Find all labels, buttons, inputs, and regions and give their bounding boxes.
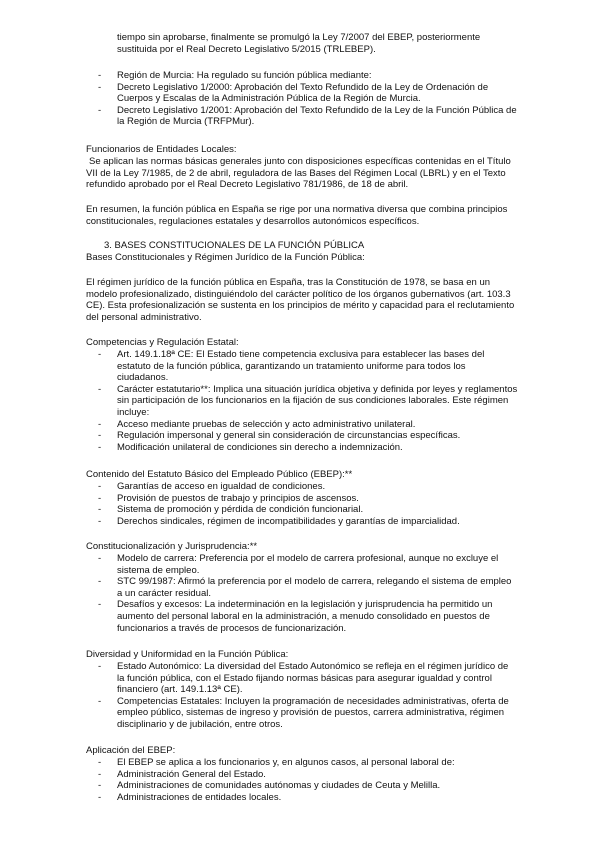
list-item: - Regulación impersonal y general sin consideración de circunstancias específicas. [98, 430, 461, 442]
diversidad-heading: Diversidad y Uniformidad en la Función Pública: [86, 649, 289, 660]
list-item: - Desafíos y excesos: La indeterminación en la legislación y jurisprudencia ha permitido un aumento del personal laboral en la administración, a menudo consolidado en puestos de funcionarios a través de procesos de funcionarización. [98, 599, 493, 634]
bullet-dash: - [98, 492, 102, 504]
bullet-dash: - [98, 661, 102, 672]
bullet-dash: - [98, 599, 102, 611]
bullet-dash: - [98, 441, 102, 453]
regimen-paragraph: El régimen jurídico de la función pública en España, tras la Constitución de 1978, se basa en un modelo profesionalizado, distinguiéndolo del carácter político de los órganos gubernativos (art. 103.3 CE). Esta profesionalización se sustenta en los principios de mérito y capacidad para el reclutamiento del personal administrativo. [86, 277, 515, 323]
bullet-dash: - [98, 430, 102, 442]
bullet-dash: - [98, 504, 102, 516]
constitucionalizacion-list [86, 553, 518, 634]
bullet-dash: - [98, 418, 102, 430]
bullet-dash: - [98, 349, 102, 360]
list-item: - Art. 149.1.18ª CE: El Estado tiene competencia exclusiva para establecer las bases del estatuto de la función pública, garantizando un tratamiento uniforme para todos los ciudadanos. [98, 349, 485, 384]
bullet-dash: - [98, 553, 102, 564]
list-item: - Decreto Legislativo 1/2001: Aprobación del Texto Refundido de la Ley de la Función Pública de la Región de Murcia (TRFPMur). [98, 104, 517, 128]
list-item: - Modelo de carrera: Preferencia por el modelo de carrera profesional, aunque no excluye el sistema de empleo. [98, 553, 499, 576]
competencias-heading: Competencias y Regulación Estatal: [86, 337, 239, 348]
section-title: 3. BASES CONSTITUCIONALES DE LA FUNCIÓN PÚBLICA [104, 240, 365, 251]
list-item: - Garantías de acceso en igualdad de condiciones. [98, 481, 326, 492]
ebep-contenido-heading: Contenido del Estatuto Básico del Empleado Público (EBEP):** [86, 469, 353, 480]
bullet-dash: - [98, 383, 102, 395]
competencias-list [86, 349, 518, 453]
funcionarios-locales-heading: Funcionarios de Entidades Locales: [86, 144, 237, 155]
list-item: - Modificación unilateral de condiciones sin derecho a indemnización. [98, 441, 403, 453]
list-item: - Acceso mediante pruebas de selección y acto administrativo unilateral. [98, 418, 416, 430]
ebep-contenido-list [86, 481, 518, 527]
bullet-dash: - [98, 70, 102, 81]
section-subtitle: Bases Constitucionales y Régimen Jurídico de la Función Pública: [86, 252, 365, 263]
murcia-list [86, 70, 518, 128]
funcionarios-locales-text: Se aplican las normas básicas generales junto con disposiciones específicas contenidas en el Título VII de la Ley 7/1985, de 2 de abril, reguladora de las Bases del Régimen Local (LBRL) y en el Texto refundido aprobado por el Real Decreto Legislativo 781/1986, de 18 de abril. [86, 156, 511, 191]
list-item: - Provisión de puestos de trabajo y principios de ascensos. [98, 492, 359, 504]
bullet-dash: - [98, 515, 102, 527]
list-item: - Estado Autonómico: La diversidad del Estado Autonómico se refleja en el régimen jurídico de la función pública, con el Estado fijando normas básicas para asegurar igualdad y control financiero (art. 149.1.13ª CE). [98, 661, 509, 696]
list-item: - Región de Murcia: Ha regulado su función pública mediante: [98, 70, 372, 81]
aplicacion-list [86, 757, 518, 803]
bullet-dash: - [98, 481, 102, 492]
aplicacion-heading: Aplicación del EBEP: [86, 745, 176, 756]
list-item: - Administración General del Estado. [98, 768, 266, 780]
list-item: - Decreto Legislativo 1/2000: Aprobación del Texto Refundido de la Ley de Ordenación de Cuerpos y Escalas de la Administración Pública de la Región de Murcia. [98, 81, 489, 105]
resumen-paragraph: En resumen, la función pública en España se rige por una normativa diversa que combina principios constitucionales, regulaciones estatales y desarrollos autonómicos específicos. [86, 204, 508, 227]
list-item: - Administraciones de entidades locales. [98, 791, 282, 803]
list-item: - Administraciones de comunidades autónomas y ciudades de Ceuta y Melilla. [98, 780, 441, 792]
bullet-dash: - [98, 768, 102, 780]
list-item: - Competencias Estatales: Incluyen la programación de necesidades administrativas, oferta de empleo público, sistemas de ingreso y provisión de puestos, carrera administrativa, régimen disciplinario y de jubilación, entre otros. [98, 695, 509, 730]
constitucionalizacion-heading: Constitucionalización y Jurisprudencia:** [86, 541, 258, 552]
list-item: - Sistema de promoción y pérdida de condición funcionarial. [98, 504, 364, 516]
diversidad-list [86, 661, 518, 731]
bullet-dash: - [98, 695, 102, 707]
bullet-dash: - [98, 104, 102, 116]
list-item: - El EBEP se aplica a los funcionarios y, en algunos casos, al personal laboral de: [98, 757, 455, 768]
list-item: - Carácter estatutario**: Implica una situación jurídica objetiva y definida por leyes y reglamentos sin participación de los funcionarios en la fijación de sus condiciones laborales. Este régimen incluye: [98, 383, 518, 418]
bullet-dash: - [98, 791, 102, 803]
intro-continuation: tiempo sin aprobarse, finalmente se promulgó la Ley 7/2007 del EBEP, posteriormente sustituida por el Real Decreto Legislativo 5/2015 (TRLEBEP). [117, 32, 481, 55]
bullet-dash: - [98, 757, 102, 768]
bullet-dash: - [98, 780, 102, 792]
list-item: - Derechos sindicales, régimen de incompatibilidades y garantías de imparcialidad. [98, 515, 460, 527]
list-item: - STC 99/1987: Afirmó la preferencia por el modelo de carrera, relegando el sistema de empleo a un carácter residual. [98, 576, 512, 599]
bullet-dash: - [98, 81, 102, 93]
bullet-dash: - [98, 576, 102, 588]
